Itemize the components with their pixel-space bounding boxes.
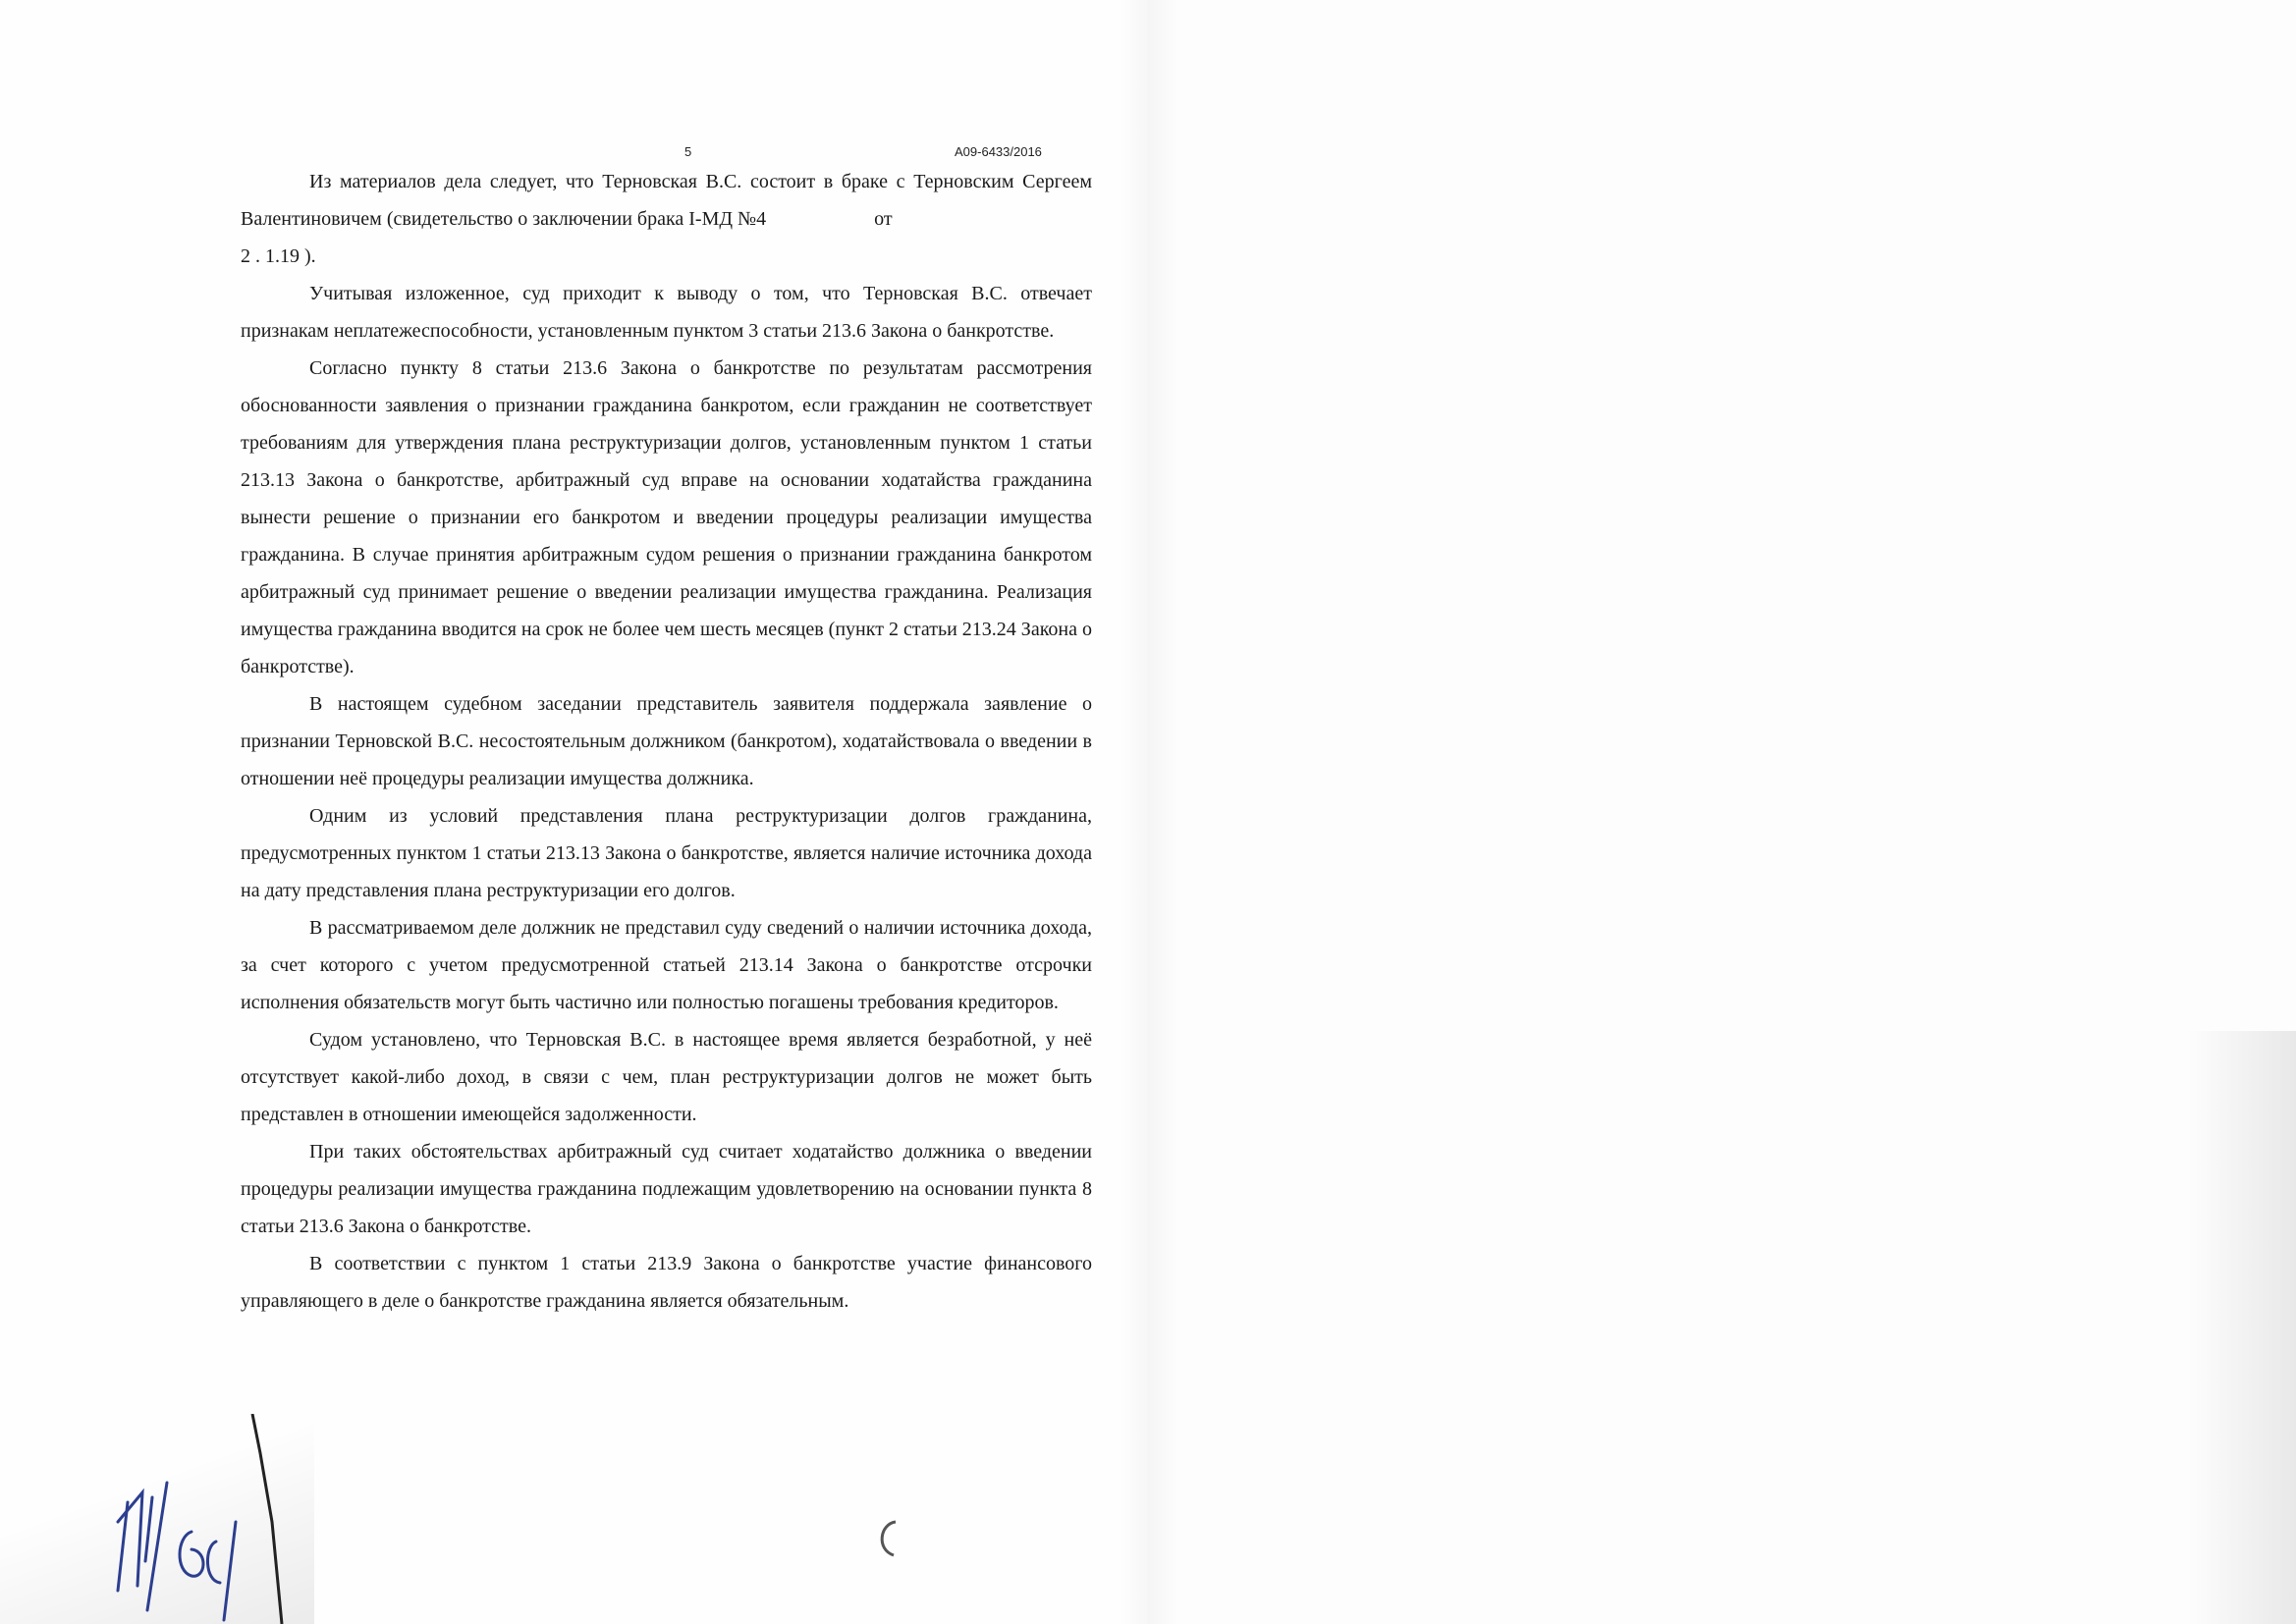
case-number: А09-6433/2016 bbox=[955, 144, 1042, 159]
paragraph: Судом установлено, что Терновская В.С. в настоящее время является безработной, у неё отсутствует какой-либо доход, в связи с чем, план реструктуризации долгов не может быть представлен в отношении имеющейся задолженности. bbox=[241, 1029, 1092, 1125]
page-gutter bbox=[1120, 0, 1178, 1624]
paragraph: Одним из условий представления плана реструктуризации долгов гражданина, предусмотренных пунктом 1 статьи 213.13 Закона о банкротстве, является наличие источника дохода на дату представления плана реструктуризации его долгов. bbox=[241, 805, 1092, 901]
right-page bbox=[1148, 0, 2296, 1624]
paragraph: Учитывая изложенное, суд приходит к выводу о том, что Терновская В.С. отвечает признакам неплатежеспособности, установленным пунктом 3 статьи 213.6 Закона о банкротстве. bbox=[241, 283, 1092, 342]
handwritten-page-mark bbox=[98, 1463, 295, 1624]
paragraph: При таких обстоятельствах арбитражный суд считает ходатайство должника о введении процедуры реализации имущества гражданина подлежащим удовлетворению на основании пункта 8 статьи 213.6 Закона о банкротстве. bbox=[241, 1141, 1092, 1237]
paragraph: В настоящем судебном заседании представитель заявителя поддержала заявление о признании Терновской В.С. несостоятельным должником (банкротом), ходатайствовала о введении в отношении неё процедуры реализации имущества должника. bbox=[241, 693, 1092, 789]
paragraph-text-tail: от bbox=[874, 208, 893, 230]
paragraph: В соответствии с пунктом 1 статьи 213.9 Закона о банкротстве участие финансового управляющего в деле о банкротстве гражданина является обязательным. bbox=[241, 1253, 1092, 1312]
left-page-body bbox=[241, 163, 1092, 1320]
paragraph: Согласно пункту 8 статьи 213.6 Закона о банкротстве по результатам рассмотрения обоснованности заявления о признании гражданина банкротом, если гражданин не соответствует требованиям для утверждения плана реструктуризации долгов, установленным пунктом 1 статьи 213.13 Закона о банкротстве, арбитражный суд вправе на основании ходатайства гражданина вынести решение о признании его банкротом и введении процедуры реализации имущества гражданина. В случае принятия арбитражным судом решения о признании гражданина банкротом арбитражный суд принимает решение о введении реализации имущества гражданина. Реализация имущества гражданина вводится на срок не более чем шесть месяцев (пункт 2 статьи 213.24 Закона о банкротстве). bbox=[241, 357, 1092, 677]
scan-shadow bbox=[2188, 1031, 2296, 1624]
paragraph bbox=[241, 163, 1092, 275]
paragraph-text: Из материалов дела следует, что Терновская В.С. состоит в браке с Терновским Сергеем Валентиновичем (свидетельство о заключении брака I-МД №4 bbox=[241, 171, 1092, 230]
paragraph: В рассматриваемом деле должник не представил суду сведений о наличии источника дохода, за счет которого с учетом предусмотренной статьей 213.14 Закона о банкротстве отсрочки исполнения обязательств могут быть частично или полностью погашены требования кредиторов. bbox=[241, 917, 1092, 1013]
punch-hole-mark bbox=[868, 1514, 907, 1561]
redacted-date: 2 . 1.19 ). bbox=[241, 245, 316, 267]
page-number: 5 bbox=[684, 144, 692, 159]
